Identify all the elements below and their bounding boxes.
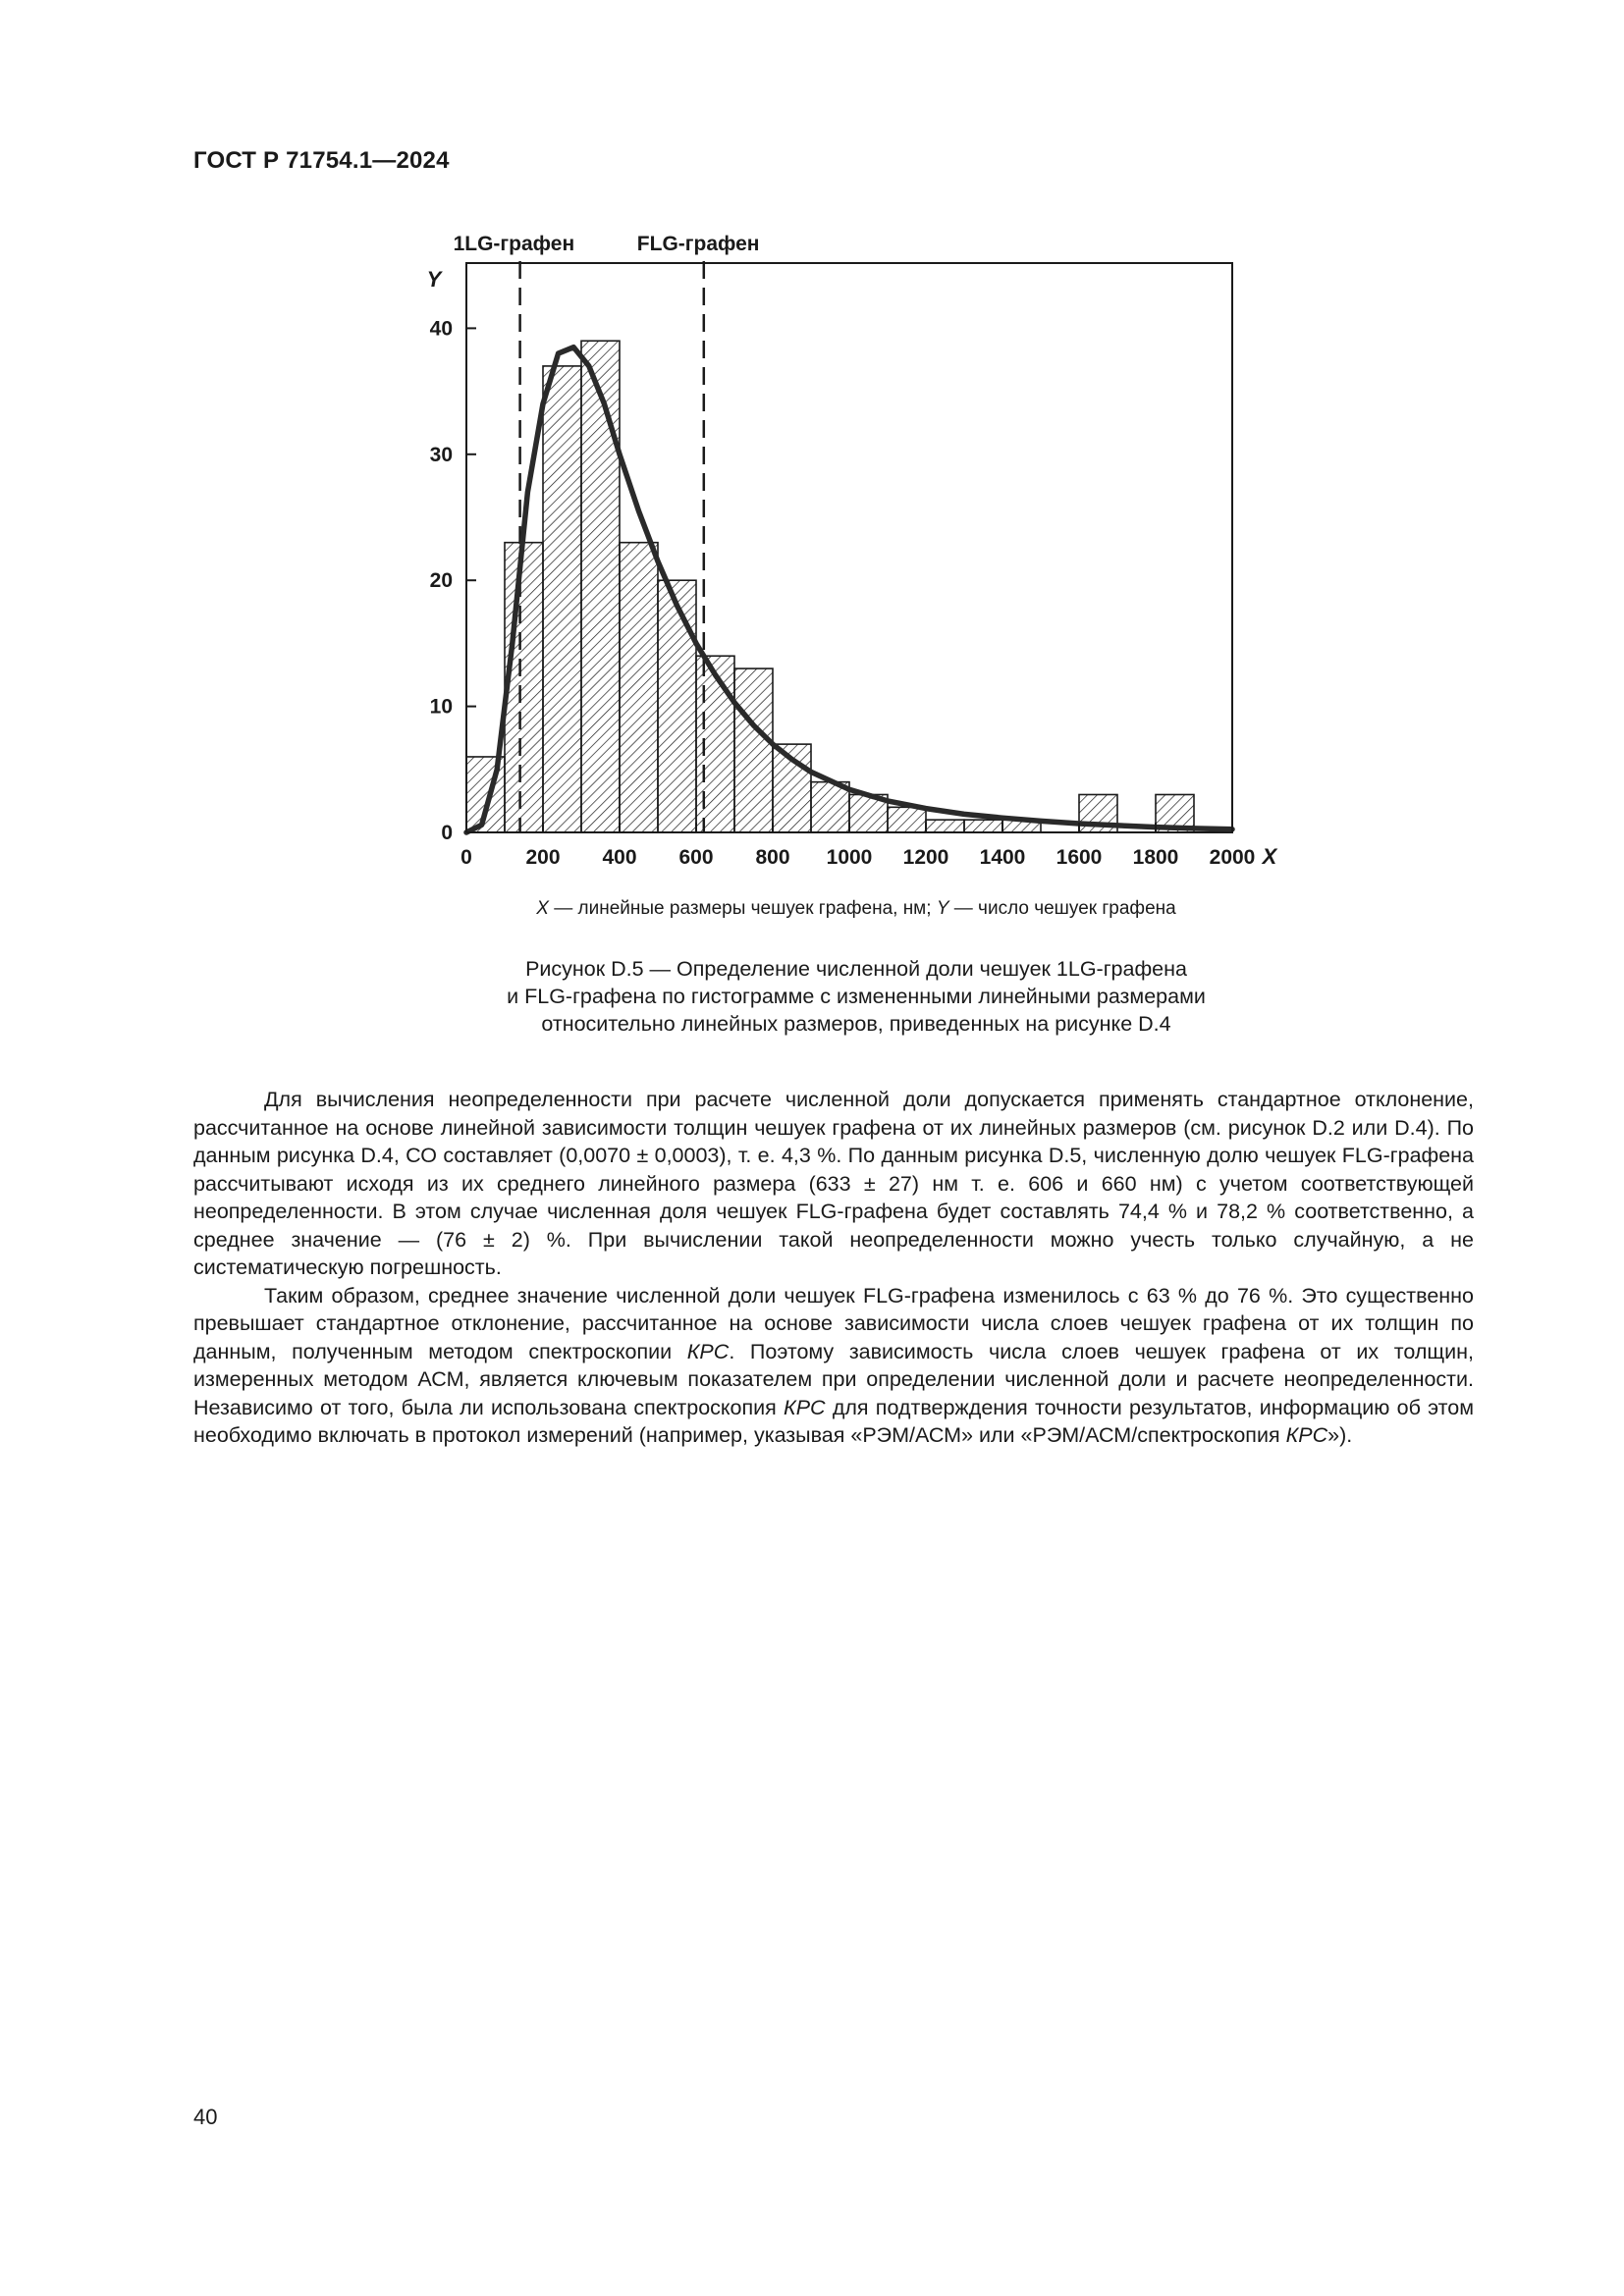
histogram-bar [734,668,773,832]
paragraph-2-part: Таким образом, среднее значение численной доли чешуек FLG-графена изменилось с 63 % до 76 %. Это существенно превышает стандартное отклонение, рассчитанное на основе зависимости числа слоев чешуек графена от их толщин по данным, полученным методом спектроскопии [193,1283,1474,1363]
y-tick-label: 30 [429,443,453,466]
paragraph-2-part: . Поэтому зависимость числа слоев чешуек графена от их толщин, измеренных методом АСМ, является ключевым показателем при определении численной доли и расчете неопределенности. Независимо от того, была ли использована спектроскопия [193,1339,1474,1419]
y-tick-label: 10 [429,695,453,719]
x-tick-label: 200 [525,846,561,869]
term-krs: КРС [686,1339,730,1363]
caption-line: и FLG-графена по гистограмме с измененными линейными размерами [507,985,1206,1008]
histogram-chart [393,216,1296,883]
y-axis-label: Y [426,267,442,292]
x-tick-label: 1000 [826,846,873,869]
histogram-bar [696,656,734,832]
histogram-bar [505,543,543,832]
term-krs: КРС [1285,1423,1328,1447]
paragraph-2-part: для подтверждения точности результатов, информацию об этом необходимо включать в протокол измерений (например, указывая «РЭМ/АСМ» или «РЭМ/АСМ/спектроскопия [193,1395,1474,1447]
paragraph-1: Для вычисления неопределенности при расчете численной доли допускается применять стандартное отклонение, рассчитанное на основе линейной зависимости толщин чешуек графена от их линейных размеров (см. рисунок D.2 или D.4). По данным рисунка D.4, СО составляет (0,0070 ± 0,0003), т. е. 4,3 %. По данным рисунка D.5, численную долю чешуек FLG-графена рассчитывают исходя из их среднего линейного размера (633 ± 27) нм т. е. 606 и 660 нм) с учетом соответствующей неопределенности. В этом случае численная доля чешуек FLG-графена будет составлять 74,4 % и 78,2 % соответственно, а среднее значение — (76 ± 2) %. При вычислении такой неопределенности можно учесть только случайную, а не систематическую погрешность. [193,1088,1474,1279]
legend-y-text: — число чешуек графена [948,898,1176,919]
figure-caption [0,955,1624,1038]
document-header: ГОСТ Р 71754.1—2024 [193,147,450,174]
y-tick-label: 40 [429,317,453,341]
histogram-bar [543,366,581,832]
legend-y-symbol: Y [936,898,949,919]
legend-x-symbol: X [536,898,549,919]
threshold-label: 1LG-графен [453,233,575,255]
histogram-bar [888,807,926,832]
legend-x-text: — линейные размеры чешуек графена, нм; [548,898,937,919]
paragraph-2 [193,1282,1474,1450]
y-tick-label: 20 [429,569,453,593]
x-tick-label: 1200 [902,846,949,869]
x-tick-label: 600 [678,846,714,869]
caption-line: относительно линейных размеров, приведенных на рисунке D.4 [541,1012,1171,1036]
y-tick-label: 0 [441,822,453,844]
x-tick-label: 2000 [1209,846,1256,869]
x-tick-label: 1800 [1132,846,1179,869]
threshold-label: FLG-графен [636,233,760,255]
term-krs: КРС [784,1395,826,1419]
histogram-bar [926,820,964,832]
x-tick-label: 1400 [979,846,1026,869]
page-number: 40 [193,2105,218,2129]
histogram-bar [581,341,620,832]
x-tick-label: 800 [755,846,790,869]
x-tick-label: 400 [602,846,637,869]
histogram-bar [620,543,658,832]
figure-legend [0,898,1624,920]
x-axis-label: X [1262,844,1277,869]
histogram-bar [658,580,696,832]
x-tick-label: 1600 [1056,846,1103,869]
paragraph-2-part: »). [1327,1423,1353,1447]
body-text [193,1086,1474,1450]
caption-line: Рисунок D.5 — Определение численной доли чешуек 1LG-графена [525,957,1187,981]
histogram-bar [964,820,1002,832]
x-tick-label: 0 [460,846,472,869]
